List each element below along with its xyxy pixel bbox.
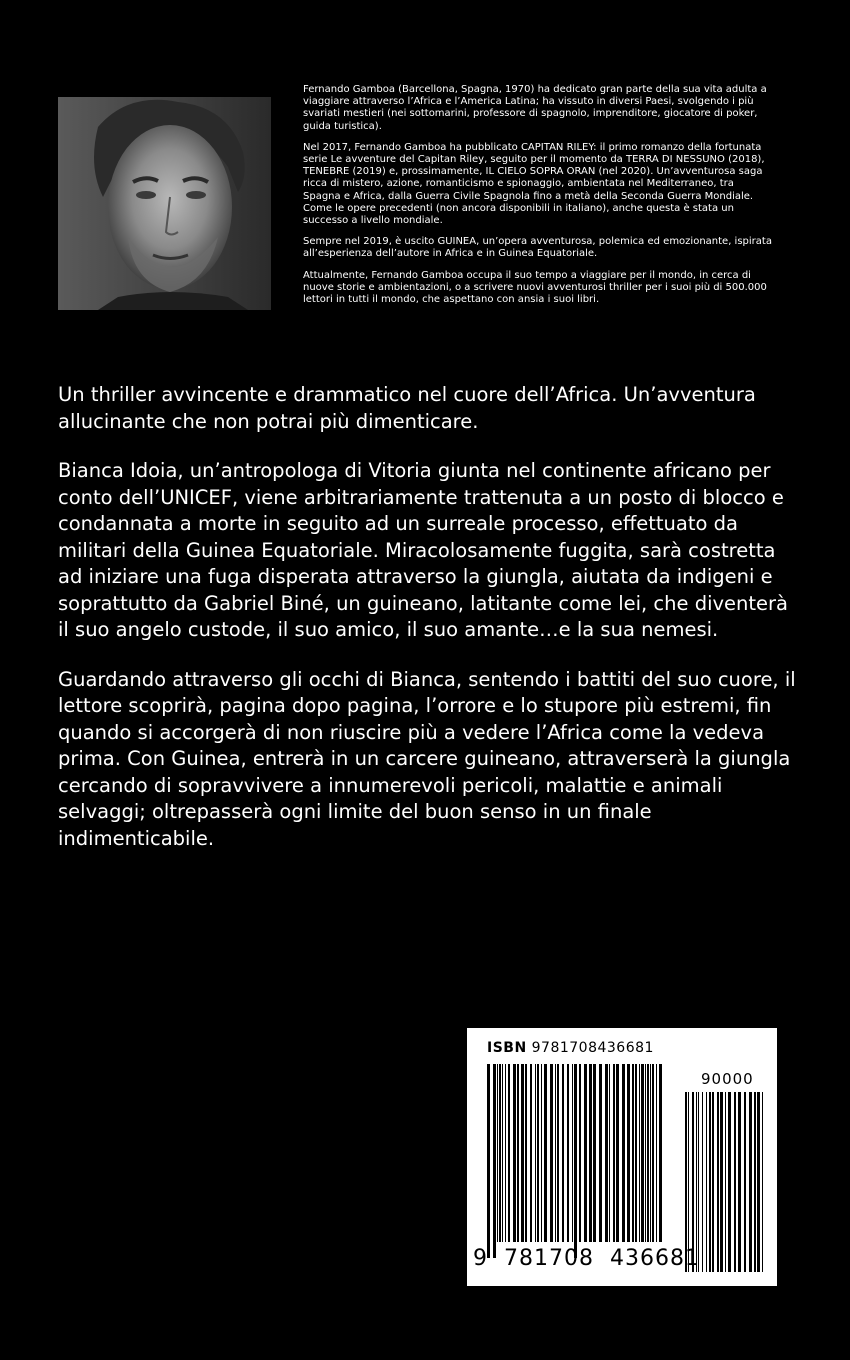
barcode-bar [557, 1064, 559, 1242]
barcode-bar [757, 1092, 760, 1272]
bio-paragraph: Fernando Gamboa (Barcellona, Spagna, 1970) ha dedicato gran parte della sua vita adulta a viaggiare attraverso l’Africa e l’America Latina; ha vissuto in diversi Paesi, svolgendo i più svariati mestieri (nei sottomarini, professore di spagnolo, imprenditore, giocatore di poker, guida turistica). [303, 84, 767, 132]
barcode-bar [744, 1092, 746, 1272]
barcode-bar [632, 1064, 634, 1242]
barcode-bar [513, 1064, 516, 1242]
barcode-bar [734, 1092, 736, 1272]
barcode-bar [567, 1064, 569, 1242]
barcode-bar [497, 1064, 498, 1242]
barcode-bar [555, 1064, 556, 1242]
barcode-digits: 9 781708 436681 [473, 1246, 700, 1271]
isbn-label [487, 1040, 654, 1056]
addon-code: 90000 [701, 1070, 754, 1088]
barcode-bar [574, 1064, 577, 1258]
barcode-bar [702, 1092, 703, 1272]
author-portrait-image [58, 97, 271, 310]
barcode-bar [720, 1092, 723, 1272]
barcode-bar [685, 1092, 687, 1272]
barcode-bar [517, 1064, 519, 1242]
barcode-bar [584, 1064, 587, 1242]
barcode-bar [627, 1064, 630, 1242]
barcode-bar [647, 1064, 649, 1242]
barcode-bar [562, 1064, 564, 1242]
book-blurb [58, 382, 798, 875]
barcode-bar [541, 1064, 542, 1242]
bio-paragraph: Attualmente, Fernando Gamboa occupa il suo tempo a viaggiare per il mondo, in cerca di nuove storie e ambientazioni, o a scrivere nuovi avventurosi thriller per i suoi più di 500.000 lettori in tutti il mondo, che aspettano con ansia i suoi libri. [303, 269, 767, 306]
addon-bars [685, 1092, 765, 1272]
author-photo [58, 97, 271, 310]
barcode-bar [499, 1064, 501, 1242]
barcode-bar [645, 1064, 646, 1242]
barcode-bar [762, 1092, 763, 1272]
author-bio [303, 84, 773, 315]
barcode-bar [487, 1064, 490, 1258]
isbn-number: 9781708436681 [531, 1040, 654, 1056]
barcode-bar [502, 1064, 503, 1242]
barcode-bar [616, 1064, 619, 1242]
barcode-bar [505, 1064, 506, 1242]
barcode-bar [709, 1092, 711, 1272]
barcode-bar [725, 1092, 726, 1272]
barcode-bar [728, 1092, 731, 1272]
isbn-barcode [467, 1028, 777, 1286]
barcode-bar [550, 1064, 553, 1242]
barcode-bar [589, 1064, 592, 1242]
barcode-bar [599, 1064, 602, 1242]
barcode-bar [650, 1064, 651, 1242]
barcode-bar [525, 1064, 527, 1242]
barcode-bar [613, 1064, 615, 1242]
barcode-bar [717, 1092, 719, 1272]
barcode-bar [537, 1064, 539, 1242]
barcode-bar [692, 1092, 694, 1272]
barcode-bar [635, 1064, 637, 1242]
barcode-bar [639, 1064, 640, 1242]
barcode-bar [738, 1092, 741, 1272]
barcode-bar [579, 1064, 581, 1242]
barcode-bar [656, 1064, 657, 1242]
barcode-bar [698, 1092, 699, 1272]
barcode-bar [696, 1092, 697, 1272]
barcode-bar [493, 1064, 496, 1258]
barcode-bar [535, 1064, 536, 1242]
barcode-bar [609, 1064, 610, 1242]
isbn-prefix: ISBN [487, 1040, 527, 1056]
barcode-bar [706, 1092, 707, 1272]
barcode-bar [593, 1064, 596, 1242]
barcode-bar [712, 1092, 714, 1272]
blurb-tagline: Un thriller avvincente e drammatico nel cuore dell’Africa. Un’avventura allucinante che non potrai più dimenticare. [58, 383, 756, 433]
barcode-bar [688, 1092, 689, 1272]
barcode-bar [508, 1064, 510, 1242]
blurb-paragraph: Guardando attraverso gli occhi di Bianca, sentendo i battiti del suo cuore, il lettore scoprirà, pagina dopo pagina, l’orrore e lo stupore più estremi, fin quando si accorgerà di non riuscire più a vedere l’Africa come la vedeva prima. Con Guinea, entrerà in un carcere guineano, attraverserà la giungla cercando di sopravvivere a innumerevoli pericoli, malattie e animali selvaggi; oltrepasserà ogni limite del buon senso in un finale indimenticabile. [58, 667, 796, 850]
barcode-bar [521, 1064, 524, 1242]
barcode-bar [754, 1092, 756, 1272]
barcode-bar [641, 1064, 644, 1242]
bio-paragraph: Sempre nel 2019, è uscito GUINEA, un’opera avventurosa, polemica ed emozionante, ispirata all’esperienza dell’autore in Africa e in Guinea Equatoriale. [303, 236, 772, 260]
bio-paragraph: Nel 2017, Fernando Gamboa ha pubblicato CAPITAN RILEY: il primo romanzo della fortunata serie Le avventure del Capitan Riley, seguito per il momento da TERRA DI NESSUNO (2018), TENEBRE (2019) e, prossimamente, IL CIELO SOPRA ORAN (nel 2020). Un’avventurosa saga ricca di mistero, azione, romanticismo e spionaggio, ambientata nel Mediterraneo, tra Spagna e Africa, dalla Guerra Civile Spagnola fino a metà della Seconda Guerra Mondiale. Come le opere precedenti (non ancora disponibili in italiano), anche questa è stata un successo a livello mondiale. [303, 141, 765, 227]
barcode-bar [659, 1064, 662, 1242]
barcode-bar [652, 1064, 654, 1242]
barcode-bar [605, 1064, 608, 1242]
barcode-bar [749, 1092, 752, 1272]
barcode-bar [622, 1064, 625, 1242]
blurb-paragraph: Bianca Idoia, un’antropologa di Vitoria giunta nel continente africano per conto dell’UNICEF, viene arbitrariamente trattenuta a un posto di blocco e condannata a morte in seguito ad un surreale processo, effettuato da militari della Guinea Equatoriale. Miracolosamente fuggita, sarà costretta ad iniziare una fuga disperata attraverso la giungla, aiutata da indigeni e soprattutto da Gabriel Biné, un guineano, latitante come lei, che diventerà il suo angelo custode, il suo amico, il suo amante…e la sua nemesi. [58, 459, 789, 641]
barcode-bar [572, 1064, 573, 1242]
barcode-bar [530, 1064, 532, 1242]
barcode-bar [544, 1064, 547, 1242]
barcode-bars [487, 1064, 665, 1258]
